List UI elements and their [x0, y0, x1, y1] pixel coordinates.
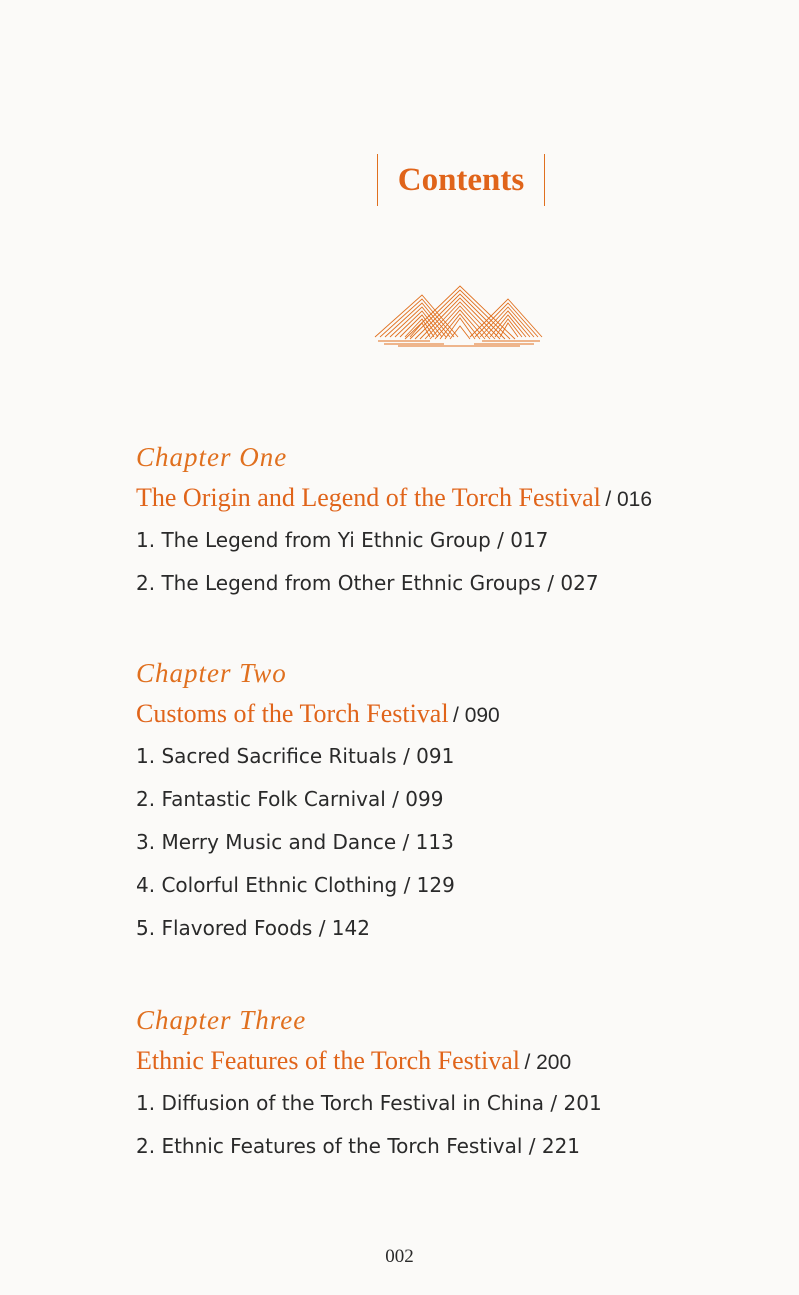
chapter-label: Chapter Two	[136, 658, 287, 688]
chapter-two	[136, 655, 776, 950]
section-list	[136, 519, 776, 605]
section-item: 2. Fantastic Folk Carnival / 099	[136, 787, 444, 811]
section-item: 1. The Legend from Yi Ethnic Group / 017	[136, 528, 549, 552]
chapter-title-text: Customs of the Torch Festival	[136, 699, 449, 728]
chapter-page-number: / 090	[453, 704, 500, 727]
chapter-one	[136, 439, 776, 605]
chapter-title	[136, 1044, 776, 1078]
section-item: 5. Flavored Foods / 142	[136, 916, 370, 940]
section-item: 3. Merry Music and Dance / 113	[136, 830, 454, 854]
section-list	[136, 735, 776, 950]
page-number: 002	[385, 1246, 414, 1267]
chapter-page-number: / 016	[605, 488, 653, 511]
section-item: 2. The Legend from Other Ethnic Groups / 027	[136, 571, 599, 595]
chapter-title-text: Ethnic Features of the Torch Festival	[136, 1046, 520, 1075]
chapter-title	[136, 481, 776, 515]
section-item: 1. Sacred Sacrifice Rituals / 091	[136, 744, 455, 768]
page-title: Contents	[397, 161, 525, 198]
chapter-label: Chapter Three	[136, 1005, 307, 1035]
section-item: 2. Ethnic Features of the Torch Festival / 221	[136, 1134, 581, 1158]
chapter-three	[136, 1002, 776, 1168]
chapter-label: Chapter One	[136, 442, 288, 472]
chapter-title	[136, 697, 776, 731]
section-list	[136, 1082, 776, 1168]
section-item: 4. Colorful Ethnic Clothing / 129	[136, 873, 455, 897]
chapter-page-number: / 200	[524, 1051, 572, 1074]
section-item: 1. Diffusion of the Torch Festival in China / 201	[136, 1091, 602, 1115]
title-frame	[377, 154, 545, 206]
chapter-title-text: The Origin and Legend of the Torch Festival	[136, 483, 601, 512]
mountains-icon	[370, 283, 545, 349]
